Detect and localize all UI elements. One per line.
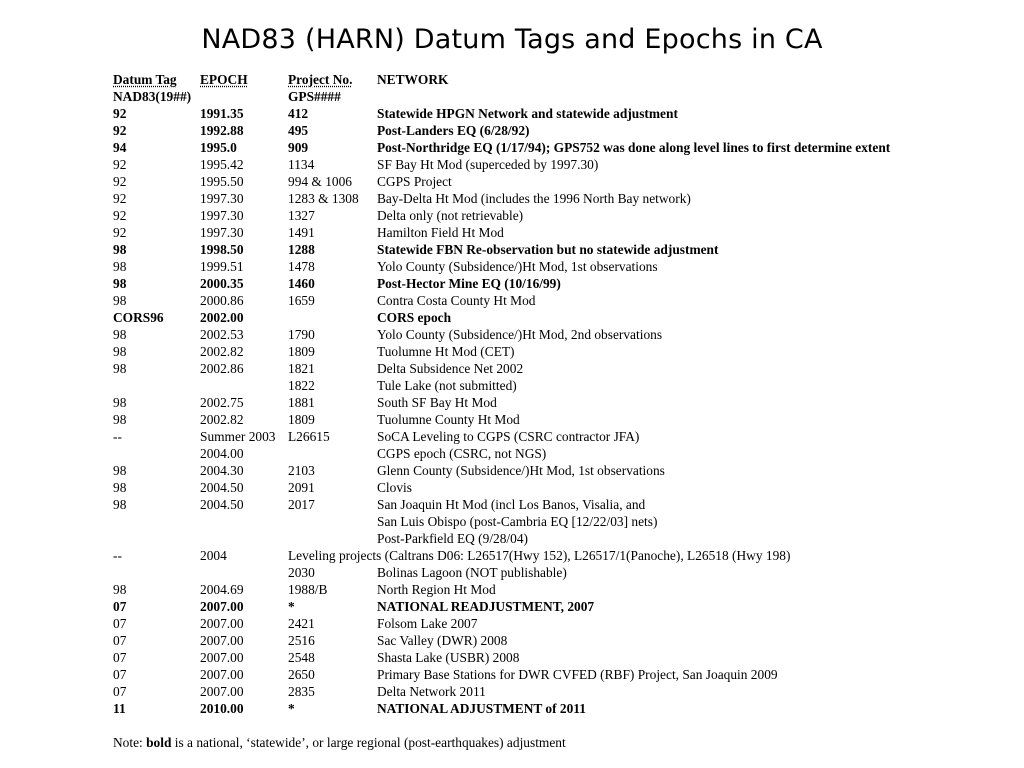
cell-network: Delta Subsidence Net 2002 bbox=[377, 361, 524, 376]
note-prefix: Note: bbox=[113, 735, 147, 750]
cell-project-no: 412 bbox=[288, 106, 309, 121]
cell-datum-tag: -- bbox=[113, 548, 122, 563]
cell-epoch: 1998.50 bbox=[200, 242, 244, 257]
cell-project-no: 2017 bbox=[288, 497, 315, 512]
cell-epoch: 2007.00 bbox=[200, 599, 244, 614]
cell-network: NATIONAL READJUSTMENT, 2007 bbox=[377, 599, 595, 614]
cell-epoch: 2004.00 bbox=[200, 446, 244, 461]
cell-project-no: 1809 bbox=[288, 412, 315, 427]
cell-network: CGPS Project bbox=[377, 174, 452, 189]
cell-project-no: 1881 bbox=[288, 395, 315, 410]
cell-epoch: 2004.50 bbox=[200, 480, 244, 495]
cell-network: Statewide FBN Re-observation but no statewide adjustment bbox=[377, 242, 719, 257]
cell-project-no: 2650 bbox=[288, 667, 315, 682]
cell-datum-tag: 98 bbox=[113, 463, 127, 478]
cell-network: Sac Valley (DWR) 2008 bbox=[377, 633, 508, 648]
cell-datum-tag: 07 bbox=[113, 633, 127, 648]
cell-project-no: 2103 bbox=[288, 463, 315, 478]
cell-network: Statewide HPGN Network and statewide adjustment bbox=[377, 106, 678, 121]
cell-datum-tag: 11 bbox=[113, 701, 126, 716]
cell-project-no: 994 & 1006 bbox=[288, 174, 352, 189]
cell-datum-tag: 92 bbox=[113, 174, 127, 189]
cell-network: San Joaquin Ht Mod (incl Los Banos, Visalia, and bbox=[377, 497, 646, 512]
cell-project-no: 1821 bbox=[288, 361, 315, 376]
cell-project-no: 909 bbox=[288, 140, 309, 155]
cell-datum-tag: 07 bbox=[113, 684, 127, 699]
cell-datum-tag: 98 bbox=[113, 497, 127, 512]
cell-project-no: L26615 bbox=[288, 429, 330, 444]
cell-datum-tag: 98 bbox=[113, 582, 127, 597]
cell-epoch: 1991.35 bbox=[200, 106, 244, 121]
cell-datum-tag: 07 bbox=[113, 616, 127, 631]
cell-project-no: 2421 bbox=[288, 616, 315, 631]
cell-epoch: 1992.88 bbox=[200, 123, 244, 138]
cell-network: Hamilton Field Ht Mod bbox=[377, 225, 504, 240]
cell-project-no: 1659 bbox=[288, 293, 315, 308]
cell-network: Contra Costa County Ht Mod bbox=[377, 293, 536, 308]
cell-network: Post-Parkfield EQ (9/28/04) bbox=[377, 531, 528, 546]
cell-datum-tag: 98 bbox=[113, 259, 127, 274]
cell-datum-tag: 92 bbox=[113, 157, 127, 172]
cell-project-no: 1460 bbox=[288, 276, 315, 291]
cell-datum-tag: NAD83(19##) bbox=[113, 89, 192, 104]
cell-network: SF Bay Ht Mod (superceded by 1997.30) bbox=[377, 157, 599, 172]
cell-network: San Luis Obispo (post-Cambria EQ [12/22/03] nets) bbox=[377, 514, 658, 529]
cell-project-no: 1822 bbox=[288, 378, 315, 393]
cell-network: Tule Lake (not submitted) bbox=[377, 378, 517, 393]
cell-datum-tag: 98 bbox=[113, 361, 127, 376]
cell-datum-tag: 92 bbox=[113, 225, 127, 240]
cell-datum-tag: -- bbox=[113, 429, 122, 444]
cell-epoch: 2002.00 bbox=[200, 310, 244, 325]
cell-datum-tag: 98 bbox=[113, 327, 127, 342]
cell-project-no: GPS#### bbox=[288, 89, 341, 104]
cell-datum-tag: 07 bbox=[113, 667, 127, 682]
cell-network: Yolo County (Subsidence/)Ht Mod, 2nd observations bbox=[377, 327, 663, 342]
cell-project-no: 1809 bbox=[288, 344, 315, 359]
cell-datum-tag: 07 bbox=[113, 650, 127, 665]
cell-project-no: * bbox=[288, 599, 295, 614]
cell-epoch: Summer 2003 bbox=[200, 429, 276, 444]
cell-network: Tuolumne County Ht Mod bbox=[377, 412, 520, 427]
cell-epoch: 2004 bbox=[200, 548, 227, 563]
cell-network: CGPS epoch (CSRC, not NGS) bbox=[377, 446, 547, 461]
cell-project-no: 2548 bbox=[288, 650, 315, 665]
cell-network: Bay-Delta Ht Mod (includes the 1996 North Bay network) bbox=[377, 191, 691, 206]
cell-epoch: 2007.00 bbox=[200, 616, 244, 631]
cell-network: Folsom Lake 2007 bbox=[377, 616, 478, 631]
cell-network: South SF Bay Ht Mod bbox=[377, 395, 497, 410]
cell-network: Clovis bbox=[377, 480, 412, 495]
cell-datum-tag: 98 bbox=[113, 242, 127, 257]
cell-epoch: 2002.82 bbox=[200, 412, 244, 427]
cell-project-no: 1790 bbox=[288, 327, 315, 342]
cell-epoch: 2007.00 bbox=[200, 684, 244, 699]
cell-epoch: 2007.00 bbox=[200, 650, 244, 665]
cell-datum-tag: 92 bbox=[113, 106, 127, 121]
note-bold-word: bold bbox=[146, 735, 172, 750]
cell-network: Glenn County (Subsidence/)Ht Mod, 1st observations bbox=[377, 463, 665, 478]
cell-project-no: 1491 bbox=[288, 225, 315, 240]
header-epoch: EPOCH bbox=[200, 72, 248, 87]
cell-epoch: 2000.86 bbox=[200, 293, 244, 308]
cell-project-no: 1288 bbox=[288, 242, 315, 257]
cell-network: Tuolumne Ht Mod (CET) bbox=[377, 344, 515, 359]
header-datum-tag: Datum Tag bbox=[113, 72, 177, 87]
cell-network: Post-Northridge EQ (1/17/94); GPS752 was done along level lines to first determine extent bbox=[377, 140, 891, 155]
cell-epoch: 2004.69 bbox=[200, 582, 244, 597]
cell-project-no: 1327 bbox=[288, 208, 315, 223]
cell-datum-tag: 98 bbox=[113, 395, 127, 410]
cell-project-no: 495 bbox=[288, 123, 309, 138]
cell-datum-tag: 98 bbox=[113, 344, 127, 359]
cell-datum-tag: 98 bbox=[113, 293, 127, 308]
cell-epoch: 1999.51 bbox=[200, 259, 244, 274]
slide-title: NAD83 (HARN) Datum Tags and Epochs in CA bbox=[201, 24, 823, 55]
cell-project-no: 2091 bbox=[288, 480, 315, 495]
cell-datum-tag: 07 bbox=[113, 599, 127, 614]
cell-project-no: 1988/B bbox=[288, 582, 328, 597]
cell-epoch: 2002.86 bbox=[200, 361, 244, 376]
cell-epoch: 2000.35 bbox=[200, 276, 244, 291]
cell-network: Post-Hector Mine EQ (10/16/99) bbox=[377, 276, 561, 291]
cell-project-no: * bbox=[288, 701, 295, 716]
cell-epoch: 2002.75 bbox=[200, 395, 244, 410]
cell-epoch: 2004.50 bbox=[200, 497, 244, 512]
cell-epoch: 2010.00 bbox=[200, 701, 244, 716]
cell-project-no: 1478 bbox=[288, 259, 315, 274]
note-rest: is a national, ‘statewide’, or large regional (post-earthquakes) adjustment bbox=[171, 735, 566, 750]
cell-epoch: 2002.82 bbox=[200, 344, 244, 359]
cell-network: CORS epoch bbox=[377, 310, 452, 325]
cell-network: Delta Network 2011 bbox=[377, 684, 486, 699]
cell-network: SoCA Leveling to CGPS (CSRC contractor JFA) bbox=[377, 429, 640, 444]
cell-datum-tag: 92 bbox=[113, 191, 127, 206]
cell-project-no: 2835 bbox=[288, 684, 315, 699]
cell-datum-tag: 98 bbox=[113, 480, 127, 495]
cell-network: Bolinas Lagoon (NOT publishable) bbox=[377, 565, 567, 580]
cell-epoch: 2007.00 bbox=[200, 633, 244, 648]
cell-datum-tag: 94 bbox=[113, 140, 127, 155]
cell-epoch: 1995.50 bbox=[200, 174, 244, 189]
cell-network: Delta only (not retrievable) bbox=[377, 208, 524, 223]
cell-project-no: 2030 bbox=[288, 565, 315, 580]
cell-project-no: Leveling projects (Caltrans D06: L26517(Hwy 152), L26517/1(Panoche), L26518 (Hwy 198) bbox=[288, 548, 791, 563]
cell-project-no: 2516 bbox=[288, 633, 315, 648]
footnote bbox=[113, 734, 566, 751]
cell-epoch: 1997.30 bbox=[200, 225, 244, 240]
header-project-no: Project No. bbox=[288, 72, 353, 87]
cell-epoch: 1995.42 bbox=[200, 157, 244, 172]
cell-epoch: 2007.00 bbox=[200, 667, 244, 682]
cell-epoch: 1995.0 bbox=[200, 140, 237, 155]
cell-project-no: 1283 & 1308 bbox=[288, 191, 359, 206]
cell-datum-tag: 98 bbox=[113, 412, 127, 427]
cell-network: Yolo County (Subsidence/)Ht Mod, 1st observations bbox=[377, 259, 658, 274]
cell-epoch: 1997.30 bbox=[200, 191, 244, 206]
cell-epoch: 2004.30 bbox=[200, 463, 244, 478]
header-network: NETWORK bbox=[377, 72, 449, 87]
cell-epoch: 1997.30 bbox=[200, 208, 244, 223]
cell-datum-tag: 98 bbox=[113, 276, 127, 291]
cell-network: Shasta Lake (USBR) 2008 bbox=[377, 650, 520, 665]
cell-project-no: 1134 bbox=[288, 157, 315, 172]
cell-epoch: 2002.53 bbox=[200, 327, 244, 342]
cell-datum-tag: CORS96 bbox=[113, 310, 164, 325]
cell-datum-tag: 92 bbox=[113, 208, 127, 223]
cell-network: NATIONAL ADJUSTMENT of 2011 bbox=[377, 701, 586, 716]
cell-network: Primary Base Stations for DWR CVFED (RBF) Project, San Joaquin 2009 bbox=[377, 667, 778, 682]
cell-datum-tag: 92 bbox=[113, 123, 127, 138]
cell-network: North Region Ht Mod bbox=[377, 582, 496, 597]
cell-network: Post-Landers EQ (6/28/92) bbox=[377, 123, 530, 138]
